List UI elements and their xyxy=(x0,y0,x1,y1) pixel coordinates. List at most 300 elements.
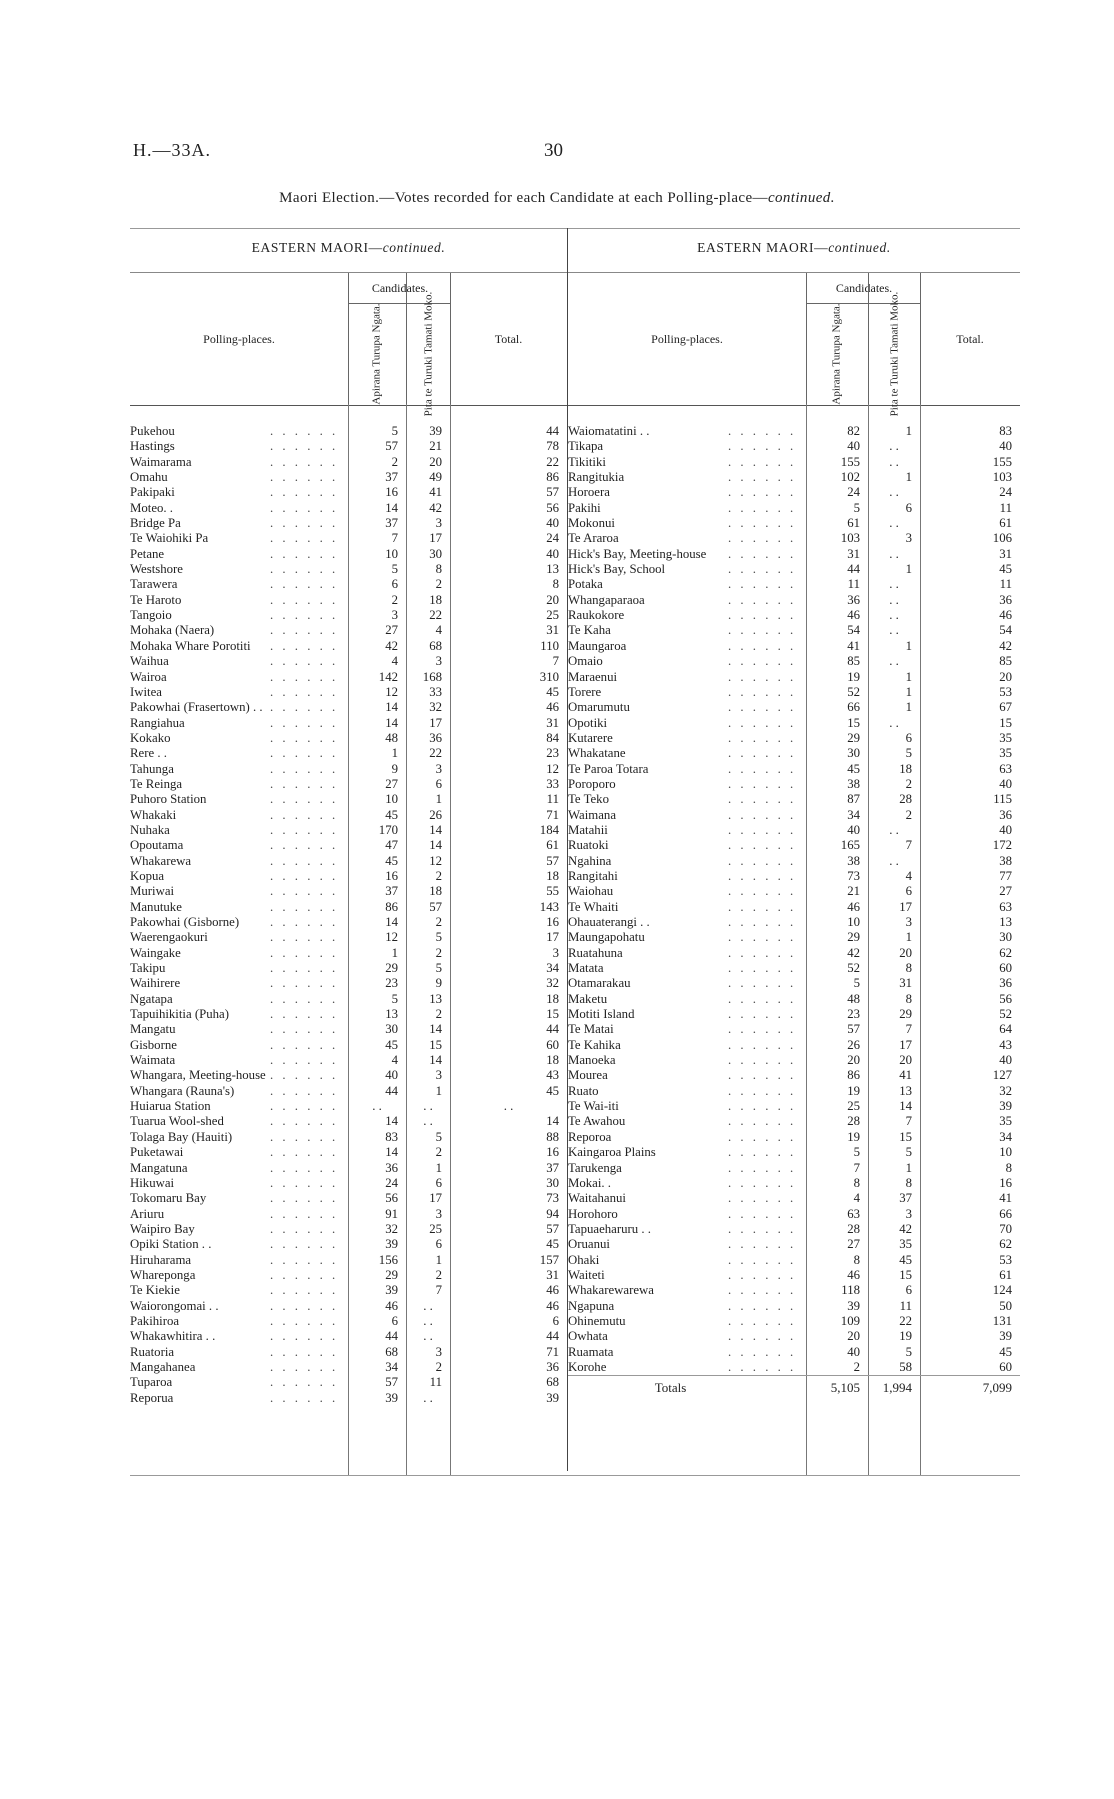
table-row xyxy=(130,1053,567,1068)
polling-place-name: Moteo. . xyxy=(130,500,174,515)
polling-place-name: Tolaga Bay (Hauiti) xyxy=(130,1129,233,1144)
votes-moko: 18 xyxy=(899,761,912,776)
table-row xyxy=(130,501,567,516)
leader-dots: . . . . . . xyxy=(728,1114,797,1129)
votes-total: 14 xyxy=(546,1114,559,1129)
right-section-title xyxy=(568,240,1020,256)
votes-ngata: . . xyxy=(372,1099,382,1114)
leader-dots: . . . . . . xyxy=(728,516,797,531)
votes-ngata: 36 xyxy=(847,592,860,607)
votes-moko: 2 xyxy=(435,1007,442,1022)
table-row xyxy=(130,608,567,623)
votes-ngata: 16 xyxy=(385,485,398,500)
votes-total: 30 xyxy=(546,1175,559,1190)
votes-total: 57 xyxy=(546,1221,559,1236)
leader-dots: . . . . . . xyxy=(270,1237,339,1252)
votes-ngata: 155 xyxy=(840,454,860,469)
votes-total: 35 xyxy=(999,746,1012,761)
votes-total: 42 xyxy=(999,638,1012,653)
leader-dots: . . . . . . xyxy=(270,1221,339,1236)
table-row xyxy=(568,1222,1020,1237)
leader-dots: . . . . . . xyxy=(270,654,339,669)
polling-place-name: Otamarakau xyxy=(568,976,631,991)
votes-ngata: 44 xyxy=(847,562,860,577)
polling-place-name: Ohinemutu xyxy=(568,1313,626,1328)
polling-place-name: Tikitiki xyxy=(568,454,606,469)
votes-ngata: 14 xyxy=(385,915,398,929)
table-row xyxy=(130,439,567,454)
votes-total: 60 xyxy=(999,961,1012,976)
leader-dots: . . . . . . xyxy=(270,500,339,515)
polling-place-name: Poroporo xyxy=(568,776,616,791)
votes-ngata: 14 xyxy=(385,715,398,730)
votes-total: 45 xyxy=(546,1083,559,1098)
votes-moko: 20 xyxy=(899,1053,912,1068)
votes-ngata: 38 xyxy=(847,776,860,791)
votes-moko: 25 xyxy=(429,1221,442,1236)
votes-ngata: 1 xyxy=(391,945,398,960)
table-row xyxy=(130,485,567,500)
votes-moko: 8 xyxy=(905,991,912,1006)
leader-dots: . . . . . . xyxy=(728,1083,797,1098)
leader-dots: . . . . . . xyxy=(728,654,797,669)
votes-total: 45 xyxy=(999,1344,1012,1359)
leader-dots: . . . . . . xyxy=(728,700,797,715)
right-header xyxy=(568,272,1020,417)
votes-total: 71 xyxy=(546,1344,559,1359)
table-row xyxy=(130,623,567,638)
votes-ngata: 8 xyxy=(853,1252,860,1267)
votes-total: 84 xyxy=(546,730,559,745)
votes-total: 86 xyxy=(546,470,559,485)
votes-ngata: 2 xyxy=(391,592,398,607)
leader-dots: . . . . . . xyxy=(270,531,339,546)
polling-place-name: Opoutama xyxy=(130,838,184,853)
votes-moko: 6 xyxy=(435,776,442,791)
votes-moko: 2 xyxy=(435,868,442,883)
table-row xyxy=(568,562,1020,577)
votes-total: 172 xyxy=(992,838,1012,853)
votes-moko: 3 xyxy=(905,531,912,546)
leader-dots: . . . . . . xyxy=(728,1359,797,1374)
votes-total: 62 xyxy=(999,1237,1012,1252)
votes-total: 71 xyxy=(546,807,559,822)
leader-dots: . . . . . . xyxy=(270,439,339,454)
polling-place-name: Pukehou xyxy=(130,424,175,438)
votes-ngata: 10 xyxy=(385,546,398,561)
votes-ngata: 36 xyxy=(385,1160,398,1175)
leader-dots: . . . . . . xyxy=(728,1298,797,1313)
leader-dots: . . . . . . xyxy=(270,853,339,868)
leader-dots: . . . . . . xyxy=(728,761,797,776)
polling-place-name: Muriwai xyxy=(130,884,175,899)
votes-total: 24 xyxy=(999,485,1012,500)
leader-dots: . . . . . . xyxy=(728,991,797,1006)
header-candidates: Candidates. xyxy=(806,273,921,304)
votes-total: 53 xyxy=(999,1252,1012,1267)
polling-place-name: Te Paroa Totara xyxy=(568,761,649,776)
votes-ngata: 156 xyxy=(378,1252,398,1267)
votes-moko: . . xyxy=(889,439,899,454)
leader-dots: . . . . . . xyxy=(728,1283,797,1298)
votes-ngata: 170 xyxy=(378,822,398,837)
votes-moko: 45 xyxy=(899,1252,912,1267)
votes-total: 36 xyxy=(999,807,1012,822)
table-row xyxy=(568,1207,1020,1222)
leader-dots: . . . . . . xyxy=(270,776,339,791)
polling-place-name: Ohauaterangi . . xyxy=(568,915,650,929)
votes-total: 54 xyxy=(999,623,1012,638)
votes-ngata: 103 xyxy=(840,531,860,546)
votes-ngata: 21 xyxy=(847,884,860,899)
polling-place-name: Te Awahou xyxy=(568,1114,626,1129)
polling-place-name: Iwitea xyxy=(130,684,162,699)
polling-place-name: Maraenui xyxy=(568,669,618,684)
votes-ngata: 42 xyxy=(847,945,860,960)
leader-dots: . . . . . . xyxy=(270,746,339,761)
polling-place-name: Kaingaroa Plains xyxy=(568,1145,656,1160)
leader-dots: . . . . . . xyxy=(270,792,339,807)
leader-dots: . . . . . . xyxy=(728,1237,797,1252)
votes-total: 78 xyxy=(546,439,559,454)
table-row xyxy=(568,869,1020,884)
polling-place-name: Manutuke xyxy=(130,899,182,914)
polling-place-name: Tuarua Wool-shed xyxy=(130,1114,224,1129)
votes-moko: 2 xyxy=(435,915,442,929)
votes-ngata: 13 xyxy=(385,1007,398,1022)
leader-dots: . . . . . . xyxy=(728,746,797,761)
votes-ngata: 46 xyxy=(847,899,860,914)
leader-dots: . . . . . . xyxy=(728,899,797,914)
votes-ngata: 7 xyxy=(853,1160,860,1175)
leader-dots: . . . . . . xyxy=(728,868,797,883)
leader-dots: . . . . . . xyxy=(728,915,797,929)
votes-total: 50 xyxy=(999,1298,1012,1313)
totals-row xyxy=(568,1375,1020,1400)
table-row xyxy=(568,1022,1020,1037)
table-row xyxy=(130,1253,567,1268)
table-row xyxy=(568,1114,1020,1129)
table-caption xyxy=(0,190,1114,207)
votes-moko: . . xyxy=(889,454,899,469)
votes-total: 24 xyxy=(546,531,559,546)
table-row xyxy=(568,608,1020,623)
polling-place-name: Mohaka Whare Porotiti xyxy=(130,638,251,653)
votes-ngata: 34 xyxy=(847,807,860,822)
votes-ngata: 83 xyxy=(385,1129,398,1144)
polling-place-name: Pakowhai (Frasertown) . . xyxy=(130,700,263,715)
votes-total: 60 xyxy=(999,1359,1012,1374)
table-row xyxy=(568,930,1020,945)
votes-ngata: 5 xyxy=(391,991,398,1006)
leader-dots: . . . . . . xyxy=(270,1007,339,1022)
polling-place-name: Huiarua Station xyxy=(130,1099,211,1114)
leader-dots: . . . . . . xyxy=(728,730,797,745)
votes-moko: . . xyxy=(423,1313,433,1328)
votes-total: 44 xyxy=(546,424,559,438)
votes-total: 57 xyxy=(546,485,559,500)
votes-total: 39 xyxy=(999,1329,1012,1344)
votes-total: 124 xyxy=(992,1283,1012,1298)
table-row xyxy=(130,670,567,685)
leader-dots: . . . . . . xyxy=(270,470,339,485)
votes-ngata: 3 xyxy=(391,608,398,623)
table-row xyxy=(130,961,567,976)
votes-moko: 2 xyxy=(435,1267,442,1282)
votes-total: 52 xyxy=(999,1007,1012,1022)
votes-ngata: 19 xyxy=(847,1083,860,1098)
polling-place-name: Reporua xyxy=(130,1390,174,1405)
votes-total: 45 xyxy=(546,684,559,699)
votes-ngata: 19 xyxy=(847,1129,860,1144)
polling-place-name: Mokai. . xyxy=(568,1175,612,1190)
votes-total: 68 xyxy=(546,1375,559,1390)
votes-moko: 1 xyxy=(905,684,912,699)
votes-total: 32 xyxy=(999,1083,1012,1098)
leader-dots: . . . . . . xyxy=(270,669,339,684)
table-row xyxy=(568,485,1020,500)
bottom-rule xyxy=(130,1475,1020,1476)
votes-moko: 1 xyxy=(905,1160,912,1175)
votes-moko: . . xyxy=(423,1298,433,1313)
polling-place-name: Waiohau xyxy=(568,884,614,899)
votes-moko: 6 xyxy=(435,1175,442,1190)
votes-moko: 1 xyxy=(435,1252,442,1267)
leader-dots: . . . . . . xyxy=(728,1053,797,1068)
votes-moko: 2 xyxy=(435,1145,442,1160)
votes-moko: 28 xyxy=(899,792,912,807)
table-row xyxy=(568,1099,1020,1114)
votes-moko: 3 xyxy=(905,1206,912,1221)
polling-place-name: Westshore xyxy=(130,562,183,577)
polling-place-name: Tokomaru Bay xyxy=(130,1191,207,1206)
votes-total: 36 xyxy=(999,592,1012,607)
leader-dots: . . . . . . xyxy=(270,976,339,991)
table-row xyxy=(130,976,567,991)
votes-ngata: 4 xyxy=(853,1191,860,1206)
polling-place-name: Waimata xyxy=(130,1053,176,1068)
votes-moko: 58 xyxy=(899,1359,912,1374)
polling-place-name: Kutarere xyxy=(568,730,613,745)
votes-moko: . . xyxy=(889,592,899,607)
polling-place-name: Pakihi xyxy=(568,500,601,515)
table-row xyxy=(568,1145,1020,1160)
votes-moko: 2 xyxy=(905,776,912,791)
table-row xyxy=(130,1360,567,1375)
table-row xyxy=(568,1314,1020,1329)
leader-dots: . . . . . . xyxy=(270,930,339,945)
votes-total: 40 xyxy=(999,776,1012,791)
votes-moko: 1 xyxy=(905,470,912,485)
polling-place-name: Whakarewa xyxy=(130,853,192,868)
total-ngata: 5,105 xyxy=(830,1380,860,1396)
votes-total: 63 xyxy=(999,761,1012,776)
votes-moko: 7 xyxy=(905,838,912,853)
table-row xyxy=(568,531,1020,546)
polling-place-name: Hikuwai xyxy=(130,1175,175,1190)
section-continued: continued. xyxy=(828,240,891,255)
polling-place-name: Ruatoki xyxy=(568,838,609,853)
votes-ngata: 46 xyxy=(847,1267,860,1282)
votes-total: 36 xyxy=(999,976,1012,991)
leader-dots: . . . . . . xyxy=(728,1191,797,1206)
table-row xyxy=(130,1022,567,1037)
polling-place-name: Waipiro Bay xyxy=(130,1221,195,1236)
votes-ngata: 19 xyxy=(847,669,860,684)
leader-dots: . . . . . . xyxy=(728,776,797,791)
table-row xyxy=(130,700,567,715)
polling-place-name: Whakatane xyxy=(568,746,626,761)
table-row xyxy=(568,1053,1020,1068)
votes-moko: 3 xyxy=(435,1068,442,1083)
table-row xyxy=(130,1084,567,1099)
leader-dots: . . . . . . xyxy=(728,976,797,991)
votes-moko: 17 xyxy=(429,531,442,546)
votes-total: 31 xyxy=(546,623,559,638)
votes-ngata: 29 xyxy=(385,961,398,976)
votes-moko: 5 xyxy=(905,746,912,761)
polling-place-name: Waiorongomai . . xyxy=(130,1298,219,1313)
votes-moko: 8 xyxy=(435,562,442,577)
leader-dots: . . . . . . xyxy=(728,577,797,592)
table-row xyxy=(130,992,567,1007)
polling-place-name: Waimarama xyxy=(130,454,192,469)
votes-ngata: 39 xyxy=(847,1298,860,1313)
leader-dots: . . . . . . xyxy=(270,1267,339,1282)
votes-total: 62 xyxy=(999,945,1012,960)
table-row xyxy=(568,961,1020,976)
table-row xyxy=(568,639,1020,654)
leader-dots: . . . . . . xyxy=(270,577,339,592)
polling-place-name: Raukokore xyxy=(568,608,625,623)
polling-place-name: Ruato xyxy=(568,1083,599,1098)
table-row xyxy=(130,1191,567,1206)
table-row xyxy=(130,1222,567,1237)
votes-moko: 14 xyxy=(429,1022,442,1037)
votes-moko: 6 xyxy=(905,500,912,515)
polling-place-name: Tangoio xyxy=(130,608,172,623)
votes-moko: 1 xyxy=(905,669,912,684)
polling-place-name: Owhata xyxy=(568,1329,608,1344)
leader-dots: . . . . . . xyxy=(728,1129,797,1144)
polling-place-name: Korohe xyxy=(568,1359,607,1374)
table-row xyxy=(568,439,1020,454)
header-total: Total. xyxy=(956,331,984,346)
polling-place-name: Mourea xyxy=(568,1068,608,1083)
votes-moko: . . xyxy=(423,1329,433,1344)
votes-moko: 33 xyxy=(429,684,442,699)
polling-place-name: Waihua xyxy=(130,654,169,669)
votes-ngata: 42 xyxy=(385,638,398,653)
table-row xyxy=(130,716,567,731)
votes-ngata: 54 xyxy=(847,623,860,638)
table-row xyxy=(130,455,567,470)
votes-ngata: 4 xyxy=(391,654,398,669)
votes-total: 57 xyxy=(546,853,559,868)
votes-ngata: 2 xyxy=(853,1359,860,1374)
votes-total: 40 xyxy=(999,439,1012,454)
votes-moko: 5 xyxy=(435,961,442,976)
polling-place-name: Wairoa xyxy=(130,669,167,684)
votes-ngata: 14 xyxy=(385,700,398,715)
polling-place-name: Bridge Pa xyxy=(130,516,181,531)
polling-place-name: Tikapa xyxy=(568,439,604,454)
votes-total: 39 xyxy=(999,1099,1012,1114)
table-row xyxy=(568,900,1020,915)
polling-place-name: Te Whaiti xyxy=(568,899,619,914)
table-row xyxy=(568,685,1020,700)
votes-ngata: 40 xyxy=(847,822,860,837)
votes-total: 38 xyxy=(999,853,1012,868)
votes-ngata: 11 xyxy=(847,577,860,592)
votes-moko: 36 xyxy=(429,730,442,745)
votes-moko: 6 xyxy=(905,730,912,745)
table-row xyxy=(130,1345,567,1360)
polling-place-name: Te Araroa xyxy=(568,531,619,546)
votes-total: 31 xyxy=(999,546,1012,561)
votes-ngata: 28 xyxy=(847,1221,860,1236)
table-row xyxy=(568,1191,1020,1206)
header-candidate-moko xyxy=(868,291,920,417)
leader-dots: . . . . . . xyxy=(270,700,339,715)
header-candidate-ngata xyxy=(806,303,868,405)
votes-moko: 57 xyxy=(429,899,442,914)
votes-ngata: 32 xyxy=(385,1221,398,1236)
table-row xyxy=(130,654,567,669)
votes-total: 18 xyxy=(546,991,559,1006)
table-row xyxy=(130,900,567,915)
votes-total: 66 xyxy=(999,1206,1012,1221)
caption-continued: continued. xyxy=(767,190,835,206)
votes-moko: 68 xyxy=(429,638,442,653)
polling-place-name: Maungaroa xyxy=(568,638,627,653)
table-row xyxy=(130,547,567,562)
polling-place-name: Kopua xyxy=(130,868,165,883)
votes-total: 46 xyxy=(546,1283,559,1298)
table-row xyxy=(568,976,1020,991)
table-row xyxy=(568,1038,1020,1053)
polling-place-name: Pakihiroa xyxy=(130,1313,180,1328)
leader-dots: . . . . . . xyxy=(270,516,339,531)
votes-moko: 3 xyxy=(435,1344,442,1359)
table-row xyxy=(568,1130,1020,1145)
table-row xyxy=(568,455,1020,470)
votes-total: 6 xyxy=(552,1313,559,1328)
polling-place-name: Whangaparaoa xyxy=(568,592,645,607)
votes-moko: 1 xyxy=(905,424,912,438)
votes-total: 63 xyxy=(999,899,1012,914)
votes-total: 41 xyxy=(999,1191,1012,1206)
leader-dots: . . . . . . xyxy=(728,715,797,730)
votes-total: 310 xyxy=(539,669,559,684)
votes-total: 53 xyxy=(999,684,1012,699)
polling-place-name: Te Kaha xyxy=(568,623,611,638)
votes-moko: 49 xyxy=(429,470,442,485)
votes-moko: 22 xyxy=(429,608,442,623)
leader-dots: . . . . . . xyxy=(270,562,339,577)
votes-moko: . . xyxy=(889,654,899,669)
table-row xyxy=(568,1007,1020,1022)
votes-total: 13 xyxy=(999,915,1012,929)
votes-moko: 1 xyxy=(905,562,912,577)
table-row xyxy=(130,516,567,531)
table-row xyxy=(568,1068,1020,1083)
polling-place-name: Ruamata xyxy=(568,1344,614,1359)
table-row xyxy=(130,1130,567,1145)
polling-place-name: Waihirere xyxy=(130,976,181,991)
polling-place-name: Omaio xyxy=(568,654,603,669)
leader-dots: . . . . . . xyxy=(270,1344,339,1359)
